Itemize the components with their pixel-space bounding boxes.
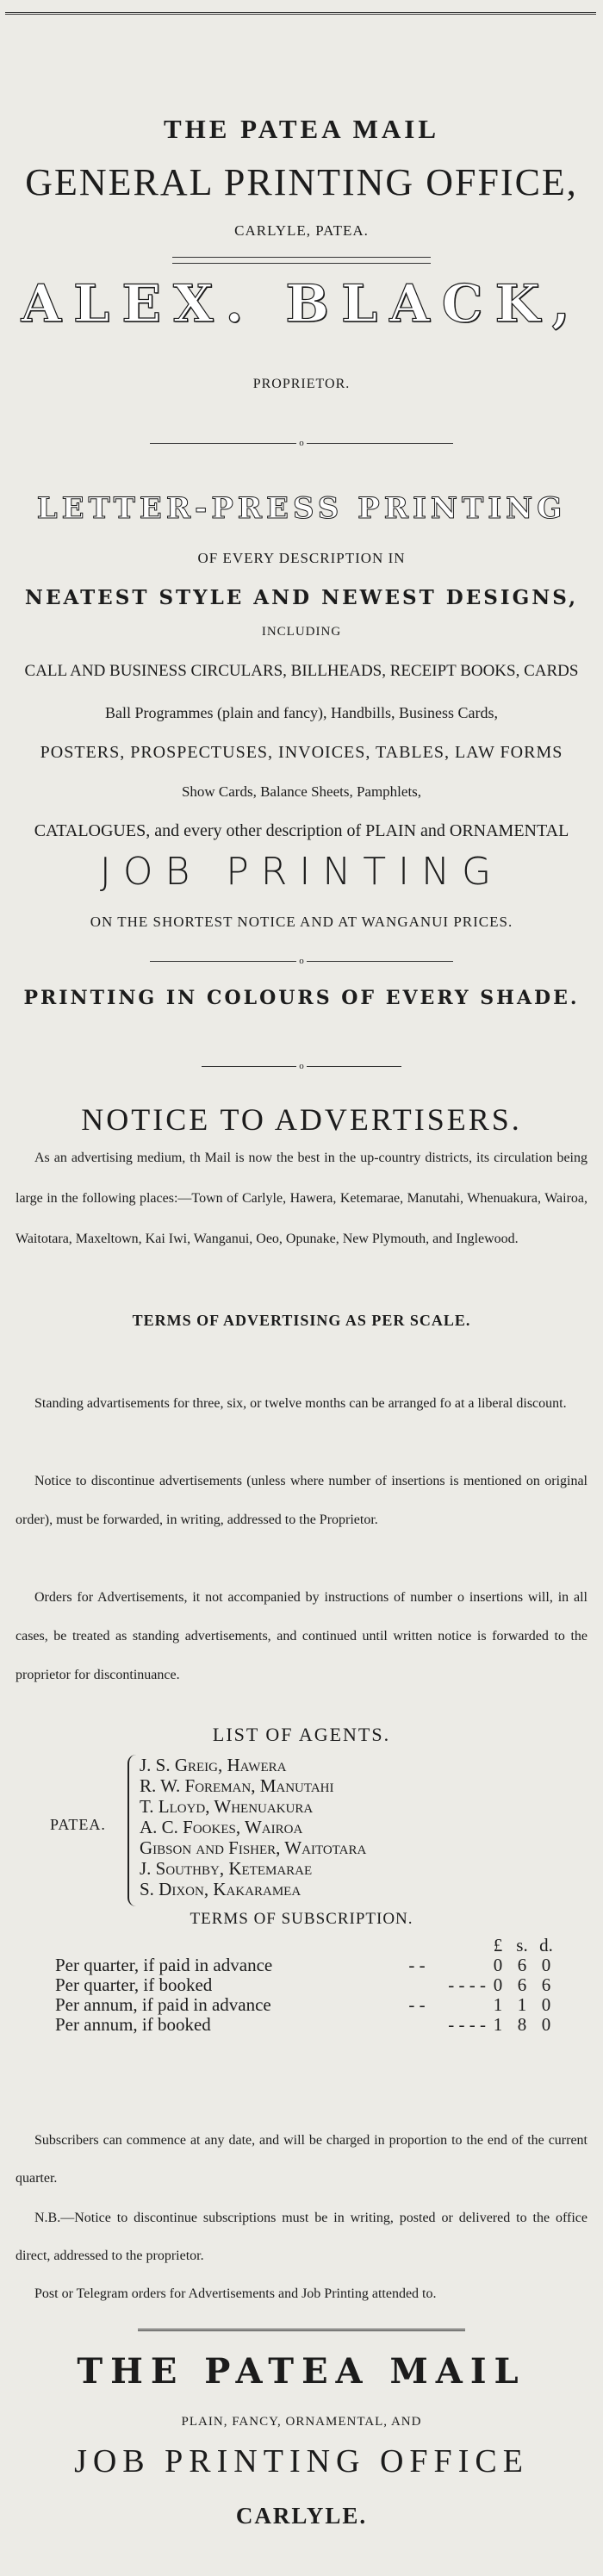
services-line2: Ball Programmes (plain and fancy), Handbills, Business Cards, [105, 704, 498, 721]
footer-styles: PLAIN, FANCY, ORNAMENTAL, AND [181, 2415, 422, 2429]
rate-label: Per annum, if booked [55, 2014, 211, 2035]
owner-name: ALEX. BLACK, [21, 274, 582, 334]
rate-pence: 0 [541, 2014, 551, 2035]
rate-label: Per quarter, if paid in advance [55, 1955, 273, 1975]
rate-pounds: 0 [493, 1974, 503, 1995]
wavy-rule [172, 257, 431, 264]
footer-rule [138, 2329, 465, 2331]
letterpress-heading: LETTER-PRESS PRINTING [36, 491, 567, 526]
services-line5: CATALOGUES, and every other description of PLAIN and ORNAMENTAL [34, 821, 569, 840]
advertisers-para3: Notice to discontinue advertisements (unless where number of insertions is mentioned on original order), must be forwarded, in writing, addressed to the Proprietor. [16, 1474, 587, 1527]
agent-item: J. Southby, Ketemarae [140, 1858, 313, 1879]
subscription-para1: Subscribers can commence at any date, and will be charged in proportion to the end of the current quarter. [16, 2133, 587, 2186]
services-sub1: OF EVERY DESCRIPTION IN [197, 550, 406, 566]
col-shillings: s. [516, 1935, 528, 1955]
rate-pounds: 1 [493, 2014, 503, 2035]
rate-pence: 6 [541, 1974, 551, 1995]
agents-list [140, 1755, 366, 1899]
office-place: CARLYLE, PATEA. [234, 222, 369, 239]
agents-heading: LIST OF AGENTS. [212, 1724, 391, 1745]
subscription-row [55, 1955, 558, 1975]
col-pence: d. [539, 1935, 553, 1955]
rate-pounds: 0 [493, 1955, 503, 1975]
services-including: INCLUDING [261, 625, 342, 639]
advertisers-para2: Standing advartisements for three, six, or twelve months can be arranged fo at a liberal discount. [34, 1396, 567, 1411]
agent-item: T. Lloyd, Whenuakura [140, 1796, 314, 1817]
advertising-terms: TERMS OF ADVERTISING AS PER SCALE. [132, 1312, 471, 1329]
ornament-divider: o [0, 953, 603, 969]
subscription-para3: Post or Telegram orders for Advertisements and Job Printing attended to. [34, 2286, 437, 2301]
services-notice: ON THE SHORTEST NOTICE AND AT WANGANUI PRICES. [90, 914, 513, 930]
advertisers-para4: Orders for Advertisements, it not accompanied by instructions of number o insertions will, in all cases, be treated as standing advertisements, and continued until written notice is forwarded to the proprietor for discontinuance. [16, 1590, 587, 1682]
top-rule [5, 12, 596, 15]
rate-pence: 0 [541, 1955, 551, 1975]
footer-place: CARLYLE. [235, 2503, 368, 2529]
rate-label: Per quarter, if booked [55, 1974, 213, 1995]
paper-name: THE PATEA MAIL [163, 114, 440, 144]
job-printing: JOB PRINTING [99, 850, 504, 894]
agent-item: S. Dixon, Kakaramea [140, 1879, 302, 1899]
rate-leader: - - - - [448, 2014, 486, 2035]
subscription-row [55, 1995, 558, 2015]
office-title: GENERAL PRINTING OFFICE, [25, 161, 578, 203]
owner-title: PROPRIETOR. [252, 377, 351, 391]
agents-bracket [127, 1755, 138, 1906]
footer-office: JOB PRINTING OFFICE [74, 2443, 529, 2479]
ornament-divider: o [0, 435, 603, 451]
rate-shillings: 8 [517, 2014, 527, 2035]
rate-pounds: 1 [493, 1994, 503, 2015]
services-line4: Show Cards, Balance Sheets, Pamphlets, [181, 783, 422, 800]
rate-shillings: 6 [517, 1955, 527, 1975]
services-sub2: NEATEST STYLE AND NEWEST DESIGNS, [24, 586, 579, 609]
rate-leader: - - [408, 1994, 426, 2015]
services-line1: CALL AND BUSINESS CIRCULARS, BILLHEADS, RECEIPT BOOKS, CARDS [24, 662, 579, 680]
subscription-header-row [55, 1936, 558, 1955]
subscription-row [55, 1975, 558, 1995]
agent-item: R. W. Foreman, Manutahi [140, 1775, 334, 1796]
subscription-heading: TERMS OF SUBSCRIPTION. [190, 1910, 413, 1928]
subscription-row [55, 2015, 558, 2035]
services-line3: POSTERS, PROSPECTUSES, INVOICES, TABLES, LAW FORMS [40, 743, 563, 762]
rate-shillings: 1 [517, 1994, 527, 2015]
rate-leader: - - - - [448, 1974, 486, 1995]
rate-shillings: 6 [517, 1974, 527, 1995]
rate-leader: - - [408, 1955, 426, 1975]
rate-pence: 0 [541, 1994, 551, 2015]
colours-line: PRINTING IN COLOURS OF EVERY SHADE. [23, 987, 580, 1009]
footer-paper-name: THE PATEA MAIL [77, 2351, 526, 2392]
subscription-table [55, 1936, 558, 2035]
col-pounds: £ [493, 1935, 503, 1955]
subscription-para2: N.B.—Notice to discontinue subscriptions must be in writing, posted or delivered to the office direct, addressed to the proprietor. [16, 2211, 587, 2263]
advertisers-para1: As an advertising medium, th Mail is now the best in the up-country districts, its circulation being large in the following places:—Town of Carlyle, Hawera, Ketemarae, Manutahi, Whenuakura, Wairoa, Waitotara, Maxeltown, Kai Iwi, Wanganui, Oeo, Opunake, New Plymouth, and Inglewood. [16, 1151, 587, 1246]
ornament-divider: o [0, 1058, 603, 1074]
agents-town: PATEA. [50, 1816, 106, 1833]
agent-item: Gibson and Fisher, Waitotara [140, 1837, 367, 1858]
agent-item: J. S. Greig, Hawera [140, 1755, 287, 1775]
rate-label: Per annum, if paid in advance [55, 1994, 271, 2015]
advertisers-heading: NOTICE TO ADVERTISERS. [81, 1102, 522, 1137]
agent-item: A. C. Fookes, Wairoa [140, 1817, 303, 1837]
